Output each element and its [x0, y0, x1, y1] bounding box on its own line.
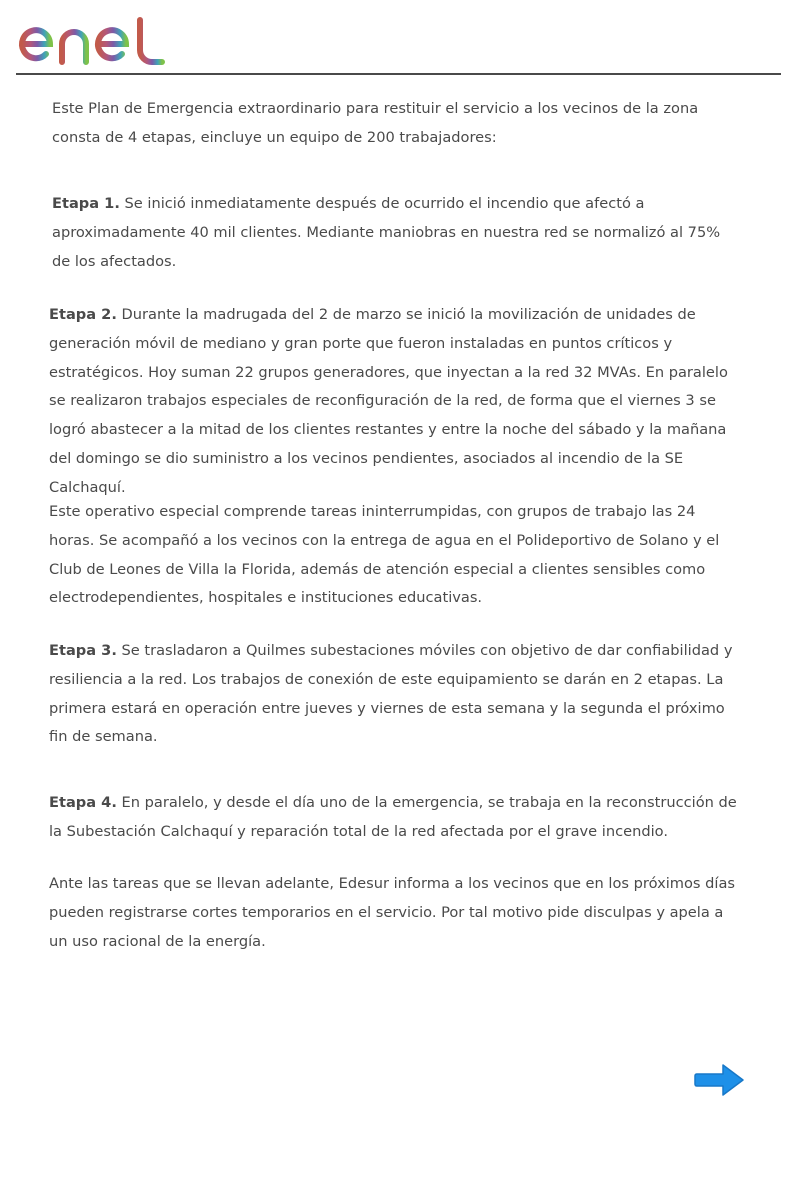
etapa-4-label: Etapa 4. [49, 794, 117, 811]
cierre-text: Ante las tareas que se llevan adelante, Edesur informa a los vecinos que en los próximos días pueden registrarse cortes temporarios en el servicio. Por tal motivo pide disculpas y apela a un uso racional de la energía. [49, 875, 736, 950]
etapa-4-paragraph [49, 789, 741, 847]
etapa-2-paragraph [49, 301, 741, 503]
etapa-4-text: En paralelo, y desde el día uno de la emergencia, se trabaja en la reconstrucción de la Subestación Calchaquí y reparación total de la red afectada por el grave incendio. [49, 794, 737, 840]
cierre-paragraph [49, 870, 741, 956]
etapa-2-text: Durante la madrugada del 2 de marzo se inició la movilización de unidades de generación móvil de mediano y gran porte que fueron instaladas en puntos críticos y estratégicos. Hoy suman 22 grupos generadores, que inyectan a la red 32 MVAs. En paralelo se realizaron trabajos especiales de reconfiguración de la red, de forma que el viernes 3 se logró abastecer a la mitad de los clientes restantes y entre la noche del sábado y la mañana del domingo se dio suministro a los vecinos pendientes, asociados al incendio de la SE Calchaquí. [49, 306, 728, 496]
etapa-2-label: Etapa 2. [49, 306, 117, 323]
enel-logo [16, 14, 176, 70]
etapa-3-paragraph [49, 637, 741, 752]
etapa-1-paragraph [52, 190, 742, 276]
etapa-3-text: Se trasladaron a Quilmes subestaciones móviles con objetivo de dar confiabilidad y resiliencia a la red. Los trabajos de conexión de este equipamiento se darán en 2 etapas. La primera estará en operación entre jueves y viernes de esta semana y la segunda el próximo fin de semana. [49, 642, 733, 746]
etapa-1-label: Etapa 1. [52, 195, 120, 212]
intro-paragraph [52, 95, 742, 153]
right-arrow-icon[interactable] [693, 1062, 747, 1098]
etapa-3-label: Etapa 3. [49, 642, 117, 659]
header-divider [16, 73, 781, 75]
etapa-1-text: Se inició inmediatamente después de ocurrido el incendio que afectó a aproximadamente 40 mil clientes. Mediante maniobras en nuestra red se normalizó al 75% de los afectados. [52, 195, 721, 270]
intro-text: Este Plan de Emergencia extraordinario para restituir el servicio a los vecinos de la zona consta de 4 etapas, eincluye un equipo de 200 trabajadores: [52, 100, 699, 146]
operativo-text: Este operativo especial comprende tareas ininterrumpidas, con grupos de trabajo las 24 horas. Se acompañó a los vecinos con la entrega de agua en el Polideportivo de Solano y el Club de Leones de Villa la Florida, además de atención especial a clientes sensibles como electrodependientes, hospitales e instituciones educativas. [49, 503, 720, 607]
operativo-paragraph [49, 498, 741, 613]
